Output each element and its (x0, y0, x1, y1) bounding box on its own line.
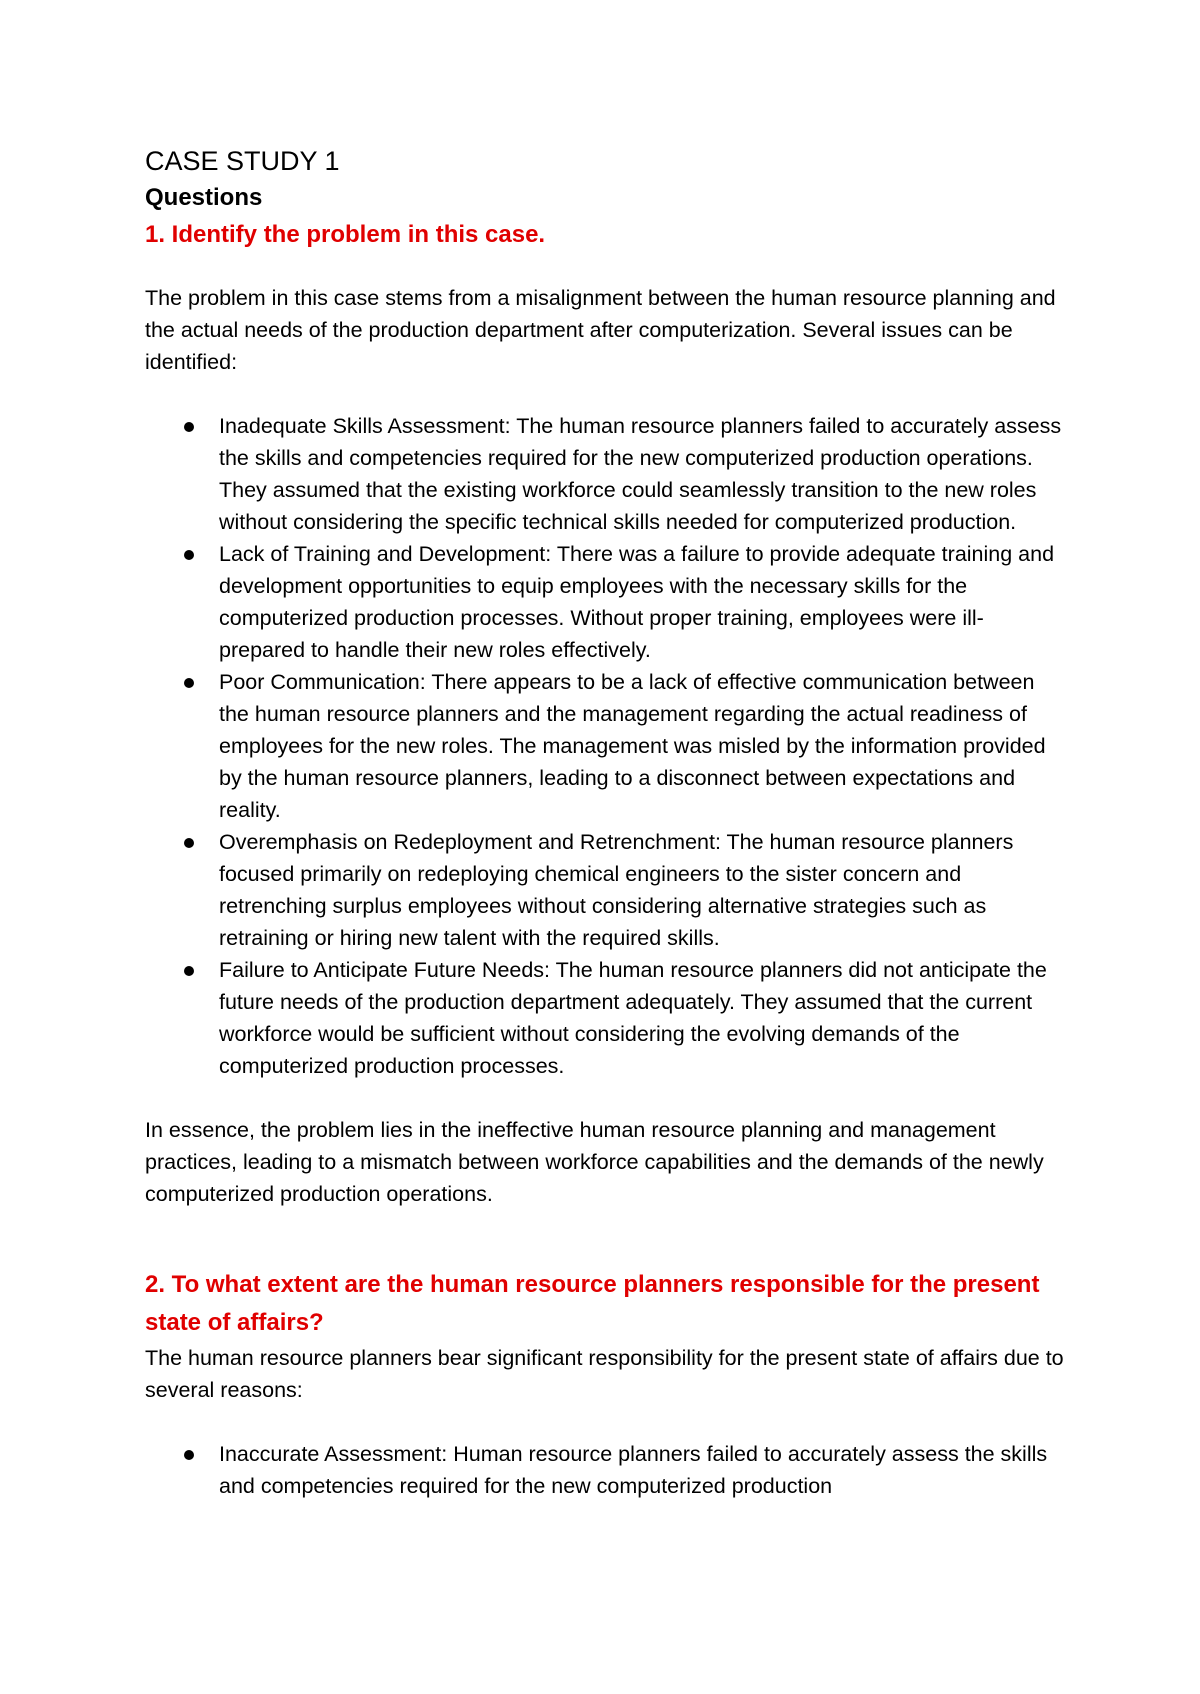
question-2-intro: The human resource planners bear significant responsibility for the present state of affairs due to several reasons: (145, 1346, 1064, 1402)
question-1-conclusion: In essence, the problem lies in the ineffective human resource planning and management practices, leading to a mismatch between workforce capabilities and the demands of the newly computerized production operations. (145, 1118, 1044, 1206)
list-item-text: Inaccurate Assessment: Human resource planners failed to accurately assess the skills and competencies required for the new computerized production (219, 1442, 1048, 1498)
bullet-icon (184, 550, 194, 560)
list-item-text: Inadequate Skills Assessment: The human resource planners failed to accurately assess the skills and competencies required for the new computerized production operations. They assumed that the existing workforce could seamlessly transition to the new roles without considering the specific technical skills needed for computerized production. (219, 414, 1062, 534)
document-page (145, 142, 1065, 1534)
question-2-bullet-list (145, 1438, 1065, 1502)
list-item (145, 666, 1065, 826)
question-1-bullet-list (145, 410, 1065, 1082)
question-2-heading: 2. To what extent are the human resource planners responsible for the present state of affairs? (145, 1271, 1040, 1336)
bullet-icon (184, 422, 194, 432)
list-item-text: Overemphasis on Redeployment and Retrenchment: The human resource planners focused primarily on redeploying chemical engineers to the sister concern and retrenching surplus employees without considering alternative strategies such as retraining or hiring new talent with the required skills. (219, 830, 1014, 950)
list-item (145, 538, 1065, 666)
bullet-icon (184, 838, 194, 848)
bullet-icon (184, 678, 194, 688)
document-subtitle: Questions (145, 184, 263, 211)
list-item (145, 410, 1065, 538)
list-item-text: Lack of Training and Development: There was a failure to provide adequate training and development opportunities to equip employees with the necessary skills for the computerized production processes. Without proper training, employees were ill-prepared to handle their new roles effectively. (219, 542, 1055, 662)
document-title: CASE STUDY 1 (145, 146, 340, 176)
list-item (145, 954, 1065, 1082)
bullet-icon (184, 1450, 194, 1460)
list-item (145, 1438, 1065, 1502)
list-item (145, 826, 1065, 954)
question-1-intro: The problem in this case stems from a misalignment between the human resource planning and the actual needs of the production department after computerization. Several issues can be identified: (145, 286, 1056, 374)
question-1-heading: 1. Identify the problem in this case. (145, 221, 546, 248)
list-item-text: Failure to Anticipate Future Needs: The human resource planners did not anticipate the future needs of the production department adequately. They assumed that the current workforce would be sufficient without considering the evolving demands of the computerized production processes. (219, 958, 1047, 1078)
list-item-text: Poor Communication: There appears to be a lack of effective communication between the human resource planners and the management regarding the actual readiness of employees for the new roles. The management was misled by the information provided by the human resource planners, leading to a disconnect between expectations and reality. (219, 670, 1046, 822)
bullet-icon (184, 966, 194, 976)
